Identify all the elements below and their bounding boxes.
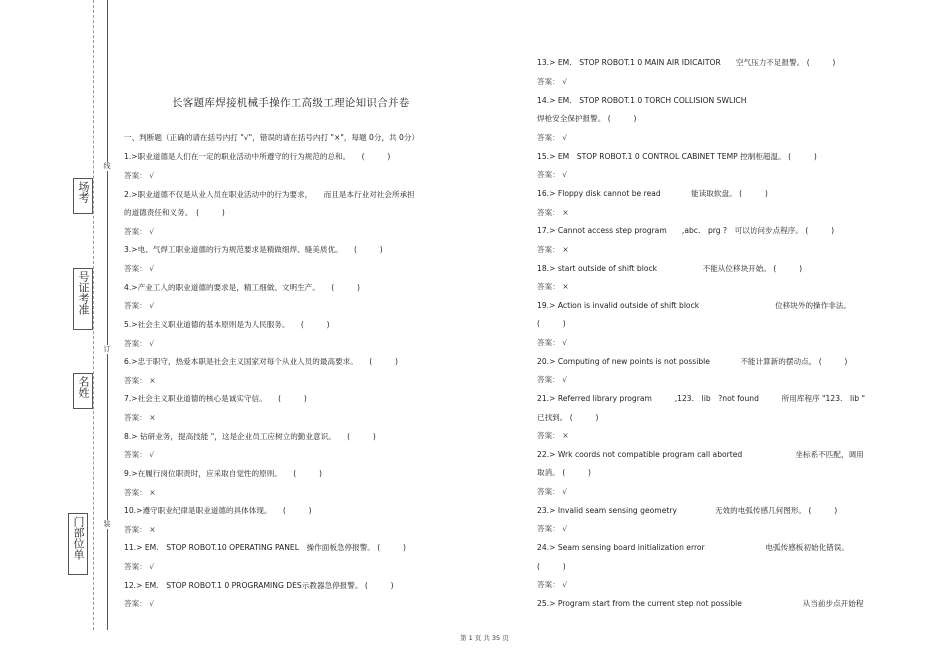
question-3: 3.>电、气焊工职业道德的行为规范要求是精做细焊、缝美质优。 ( ): [124, 245, 383, 254]
question-16: 16.> Floppy disk cannot be read 能读取软盘。 ( ): [537, 189, 768, 198]
question-21: 21.> Referred library program ,123. lib ?not found 所用库程序 "123. lib ": [537, 394, 865, 403]
answer-6: 答案： ×: [124, 376, 156, 385]
question-14-cont: 焊枪安全保护报警。 ( ): [537, 114, 637, 123]
question-12: 12.> EM. STOP ROBOT.1 0 PROGRAMING DES示教器急停报警。 ( ): [124, 581, 394, 590]
question-1: 1.>职业道德是人们在一定的职业活动中所遵守的行为规范的总和。 ( ): [124, 152, 391, 161]
answer-21: 答案： ×: [537, 431, 569, 440]
question-8: 8.> 钻研业务，提高技能 "，这是企业员工应树立的勤业意识。 ( ): [124, 432, 376, 441]
question-6: 6.>忠于职守，热爱本职是社会主义国家对每个从业人员的最高要求。 ( ): [124, 357, 398, 366]
answer-3: 答案： √: [124, 264, 155, 273]
answer-23: 答案： √: [537, 524, 568, 533]
question-24: 24.> Seam sensing board initialization error 电弧传感板初始化错误。: [537, 543, 849, 552]
binding-cut-line: [93, 0, 94, 630]
question-19-cont: ( ): [537, 319, 566, 328]
page-footer: 第 1 页 共 35 页: [460, 634, 509, 642]
page-title: 长客题库焊接机械手操作工高级工理论知识合并卷: [172, 97, 410, 109]
question-9: 9.>在履行岗位职责时，应采取自觉性的原则。 ( ): [124, 469, 322, 478]
question-11: 11.> EM. STOP ROBOT.10 OPERATING PANEL 操作面板急停报警。 ( ): [124, 543, 407, 552]
answer-15: 答案： √: [537, 170, 568, 179]
box-department: 门部位单: [68, 513, 88, 575]
answer-2: 答案： √: [124, 227, 155, 236]
question-23: 23.> Invalid seam sensing geometry 无效的电弧传感几何图形。 ( ): [537, 506, 838, 515]
question-2-cont: 的道德责任和义务。 ( ): [124, 208, 225, 217]
question-2: 2.>职业道德不仅是从业人员在职业活动中的行为要求， 而且是本行业对社会所承担: [124, 190, 415, 199]
answer-19: 答案： √: [537, 338, 568, 347]
question-10: 10.>遵守职业纪律是职业道德的具体体现。 ( ): [124, 506, 312, 515]
question-20: 20.> Computing of new points is not possible 不能计算新的摆动点。 ( ): [537, 357, 848, 366]
answer-20: 答案： √: [537, 375, 568, 384]
answer-5: 答案： √: [124, 339, 155, 348]
box-ticket-number: 号证考准: [73, 268, 93, 330]
box-exam-room: 场考: [73, 178, 93, 214]
answer-4: 答案： √: [124, 301, 155, 310]
question-14: 14.> EM. STOP ROBOT.1 0 TORCH COLLISION SWLICH: [537, 96, 747, 105]
question-15: 15.> EM STOP ROBOT.1 0 CONTROL CABINET TEMP 控制柜超温。 ( ): [537, 152, 817, 161]
question-25: 25.> Program start from the current step not possible 从当前步点开始程: [537, 599, 864, 608]
answer-8: 答案： √: [124, 450, 155, 459]
answer-1: 答案： √: [124, 171, 155, 180]
question-21-cont: 已找到。 ( ): [537, 413, 599, 422]
answer-16: 答案： ×: [537, 208, 569, 217]
answer-24: 答案： √: [537, 580, 568, 589]
mark-line: 线: [103, 162, 111, 170]
answer-22: 答案： √: [537, 487, 568, 496]
question-5: 5.>社会主义职业道德的基本原则是为人民服务。 ( ): [124, 320, 330, 329]
mark-staple: 订: [103, 345, 111, 353]
answer-18: 答案： ×: [537, 282, 569, 291]
binding-line: [107, 0, 108, 630]
answer-13: 答案： √: [537, 77, 568, 86]
answer-17: 答案： ×: [537, 245, 569, 254]
question-22: 22.> Wrk coords not compatible program call aborted 坐标系不匹配，调用: [537, 450, 864, 459]
question-13: 13.> EM. STOP ROBOT.1 0 MAIN AIR IDICAITOR 空气压力不足报警。 ( ): [537, 58, 836, 67]
answer-7: 答案： ×: [124, 413, 156, 422]
answer-10: 答案： ×: [124, 525, 156, 534]
question-7: 7.>社会主义职业道德的核心是诚实守信。 ( ): [124, 394, 307, 403]
question-22-cont: 取消。 ( ): [537, 468, 591, 477]
question-19: 19.> Action is invalid outside of shift block 位移块外的操作非法。: [537, 301, 852, 310]
question-24-cont: ( ): [537, 562, 566, 571]
answer-14: 答案： √: [537, 133, 568, 142]
question-18: 18.> start outside of shift block 不能从位移块开始。 ( ): [537, 264, 803, 273]
section-heading: 一、判断题（正确的请在括号内打 "√"，错误的请在括号内打 "×"，每题 0分，共 0分）: [124, 133, 420, 142]
question-17: 17.> Cannot access step program ,abc. prg ? 可以访问步点程序。 ( ): [537, 226, 835, 235]
mark-bind: 装: [103, 520, 111, 528]
question-4: 4.>产业工人的职业道德的要求是，精工细做、文明生产。 ( ): [124, 283, 360, 292]
answer-11: 答案： √: [124, 562, 155, 571]
box-name: 名姓: [73, 373, 93, 409]
answer-12: 答案： √: [124, 599, 155, 608]
answer-9: 答案： ×: [124, 488, 156, 497]
